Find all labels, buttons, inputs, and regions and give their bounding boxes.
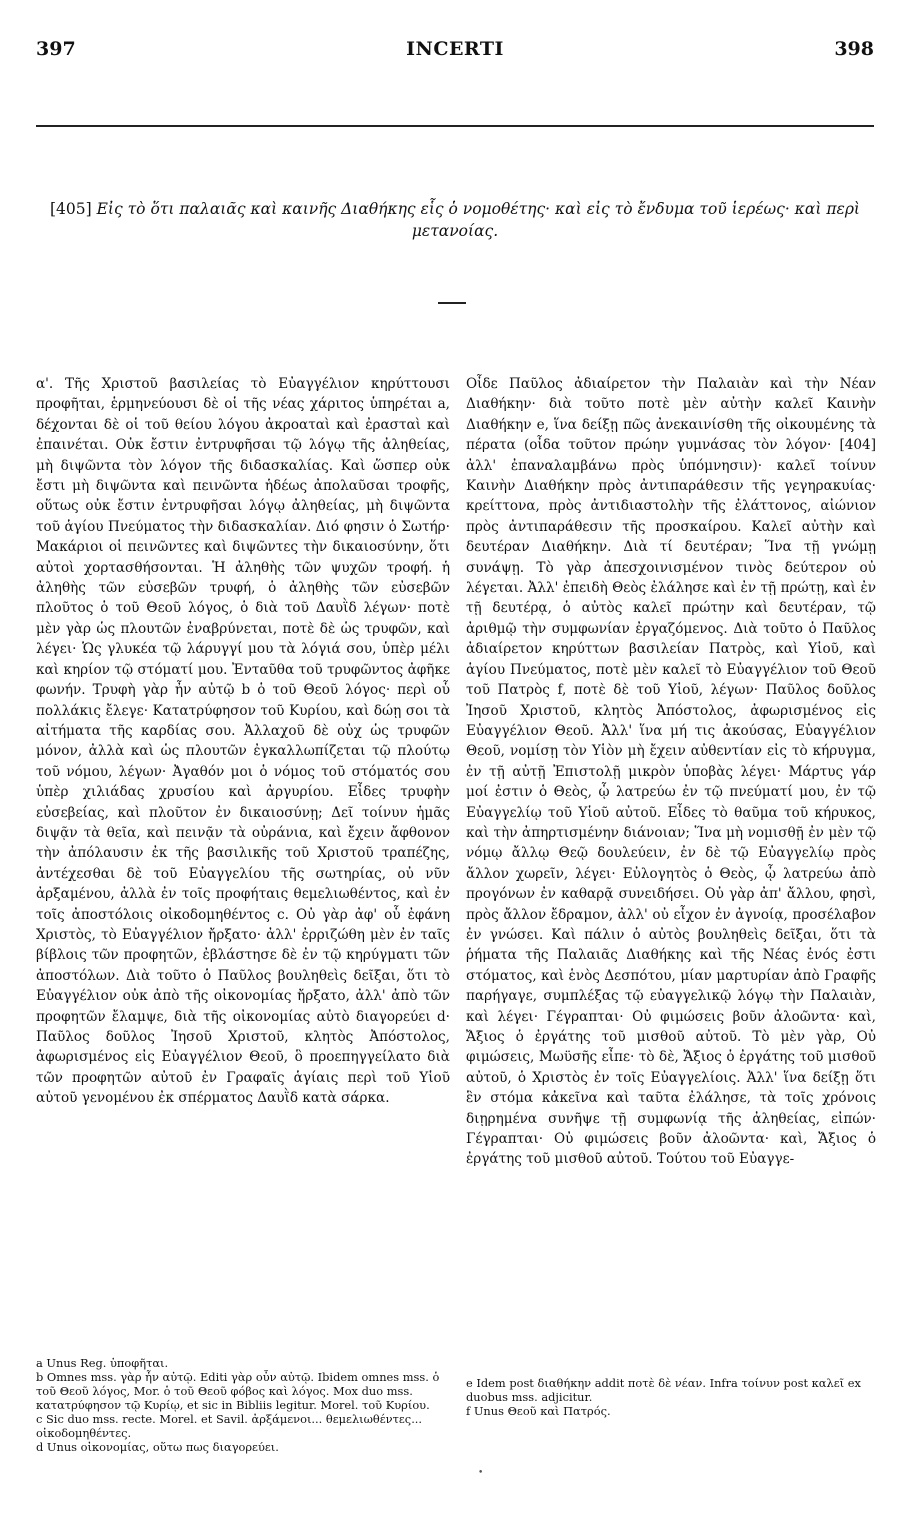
section-title: Εἰς τὸ ὅτι παλαιᾶς καὶ καινῆς Διαθήκης εἷς ὁ νομοθέτης· καὶ εἰς τὸ ἔνδυμα τοῦ ἱερέως· καὶ περὶ μετανοίας.: [96, 200, 861, 240]
footnote-b: b Omnes mss. γὰρ ἦν αὐτῷ. Editi γὰρ οὖν αὐτῷ. Ibidem omnes mss. ὁ τοῦ Θεοῦ λόγος, Mor. ὁ τοῦ Θεοῦ φόβος καὶ λόγος. Mox duo mss. κατατρύφησον τῷ Κυρίῳ, et sic in Bibliis legitur. Morel. τοῦ Κυρίου.: [36, 1370, 440, 1412]
footnotes-left: [36, 1356, 450, 1454]
footnote-e: e Idem post διαθήκην addit ποτὲ δὲ νέαν. Infra τοίνυν post καλεῖ ex duobus mss. adjicitur.: [466, 1376, 861, 1404]
footnote-c: c Sic duo mss. recte. Morel. et Savil. ἀρξάμενοι... θεμελιωθέντες... οἰκοδομηθέντες.: [36, 1412, 423, 1440]
section-divider: [438, 302, 466, 304]
page-number-right: 398: [834, 38, 874, 60]
left-column-text: α'. Τῆς Χριστοῦ βασιλείας τὸ Εὐαγγέλιον κηρύττουσι προφῆται, ἑρμηνεύουσι δὲ οἱ τῆς νέας χάριτος ὑπηρέται a, δέχονται δὲ οἱ τοῦ θείου λόγου ἀκροαταὶ καὶ ἐρασταὶ καὶ ἐπαινέται. Οὐκ ἔστιν ἐντρυφῆσαι τῷ λόγῳ τῆς ἀληθείας, μὴ διψῶντα τὸν λόγον τῆς διδασκαλίας. Καὶ ὥσπερ οὐκ ἔστι μὴ διψῶντα καὶ πεινῶντα ἡδέως ἀπολαῦσαι τροφῆς, οὕτως οὐκ ἔστιν ἐντρυφῆσαι λόγῳ ἀληθείας, μὴ διψῶντα τοῦ ἁγίου Πνεύματος τὴν διδασκαλίαν. Διό φησιν ὁ Σωτήρ· Μακάριοι οἱ πεινῶντες καὶ διψῶντες τὴν δικαιοσύνην, ὅτι αὐτοὶ χορτασθήσονται. Ἡ ἀληθὴς τῶν ψυχῶν τροφή. ἡ ἀληθὴς τῶν εὐσεβῶν τρυφή, ὁ ἀληθὴς τῶν εὐσεβῶν πλοῦτος ὁ τοῦ Θεοῦ λόγος, ὁ διὰ τοῦ Δαυῒδ λέγων· ποτὲ μὲν γὰρ ὡς πλουτῶν ἐναβρύνεται, ποτὲ δὲ ὡς τρυφῶν, καὶ λέγει· Ὡς γλυκέα τῷ λάρυγγί μου τὰ λόγιά σου, ὑπὲρ μέλι καὶ κηρίον τῷ στόματί μου. Ἐνταῦθα τοῦ τρυφῶντος ἀφῆκε φωνήν. Τρυφὴ γὰρ ἦν αὐτῷ b ὁ τοῦ Θεοῦ λόγος· περὶ οὗ πολλάκις ἔλεγε· Κατατρύφησον τοῦ Κυρίου, καὶ δώῃ σοι τὰ αἰτήματα τῆς καρδίας σου. Ἀλλαχοῦ δὲ οὐχ ὡς τρυφῶν μόνον, ἀλλὰ καὶ ὡς πλουτῶν ἐγκαλλωπίζεται τῷ πλούτῳ τοῦ νόμου, λέγων· Ἀγαθόν μοι ὁ νόμος τοῦ στόματός σου ὑπὲρ χιλιάδας χρυσίου καὶ ἀργυρίου. Εἶδες τρυφὴν εὐσεβείας, καὶ πλοῦτον ἐν δικαιοσύνῃ; Δεῖ τοίνυν ἡμᾶς διψᾷν τὰ θεῖα, καὶ πεινᾷν τὰ οὐράνια, καὶ ἔχειν ἄφθονον τὴν ἀπόλαυσιν ἐκ τῆς βασιλικῆς τοῦ Χριστοῦ τραπέζης, ἀντέχεσθαι δὲ τοῦ Εὐαγγελίου τῆς σωτηρίας, οὐ νῦν ἀρξαμένου, ἀλλὰ ἐν τοῖς προφήταις θεμελιωθέντος, καὶ ἐν τοῖς ἀποστόλοις οἰκοδομηθέντος c. Οὐ γὰρ ἀφ' οὗ ἐφάνη Χριστὸς, τὸ Εὐαγγέλιον ἤρξατο· ἀλλ' ἐρριζώθη μὲν ἐν ταῖς βίβλοις τῶν προφητῶν, ἐβλάστησε δὲ ἐν τῷ κηρύγματι τῶν ἀποστόλων. Διὰ τοῦτο ὁ Παῦλος βουληθεὶς δεῖξαι, ὅτι τὸ Εὐαγγέλιον οὐκ ἀπὸ τῆς οἰκονομίας ἤρξατο, ἀλλ' ἀπὸ τῶν προφητῶν ἔλαμψε, διὰ τῆς οἰκονομίας αὐτὸ διαγορεύει d· Παῦλος δοῦλος Ἰησοῦ Χριστοῦ, κλητὸς Ἀπόστολος, ἀφωρισμένος εἰς Εὐαγγέλιον Θεοῦ, ὃ προεπηγγείλατο διὰ τῶν προφητῶν αὐτοῦ ἐν Γραφαῖς ἁγίαις περὶ τοῦ Υἱοῦ αὐτοῦ γενομένου ἐκ σπέρματος Δαυῒδ κατὰ σάρκα.: [36, 376, 450, 1107]
page-speck: •: [478, 1468, 484, 1478]
left-column: [36, 374, 450, 1109]
section-number: [405]: [49, 200, 92, 218]
right-column: [466, 374, 876, 1170]
footnote-d: d Unus οἰκονομίας, οὕτω πως διαγορεύει.: [36, 1440, 279, 1454]
right-column-text: Οἶδε Παῦλος ἀδιαίρετον τὴν Παλαιὰν καὶ τὴν Νέαν Διαθήκην· διὰ τοῦτο ποτὲ μὲν αὐτὴν καλεῖ Καινὴν Διαθήκην e, ἵνα δείξῃ πῶς ἀνεκαινίσθη τῆς οἰκουμένης τὰ πέρατα (οἶδα τοῦτον πρώην γυμνάσας τὸν λόγον· [404] ἀλλ' ἐπαναλαμβάνω πρὸς ὑπόμνησιν)· καλεῖ τοίνυν Καινὴν Διαθήκην πρὸς ἀντιπαράθεσιν τῆς γεγηρακυίας· κρείττονα, πρὸς ἀντιδιαστολὴν τῆς ἐλάττονος, αἰώνιον πρὸς ἀντιπαράθεσιν τῆς προσκαίρου. Καλεῖ αὐτὴν καὶ δευτέραν Διαθήκην. Διὰ τί δευτέραν; Ἵνα τῇ γνώμῃ συνάψῃ. Τὸ γὰρ ἀπεσχοινισμένον τινὸς δεύτερον οὐ λέγεται. Ἀλλ' ἐπειδὴ Θεὸς ἐλάλησε καὶ ἐν τῇ πρώτῃ, καὶ ἐν τῇ δευτέρᾳ, ὁ αὐτὸς καλεῖ πρώτην καὶ δευτέραν, τῷ ἀριθμῷ τὴν συμφωνίαν ἐργαζόμενος. Διὰ τοῦτο ὁ Παῦλος ἀδιαίρετον κηρύττων βασιλείαν Πατρὸς, καὶ Υἱοῦ, καὶ ἁγίου Πνεύματος, ποτὲ μὲν καλεῖ τὸ Εὐαγγέλιον τοῦ Θεοῦ τοῦ Πατρὸς f, ποτὲ δὲ τοῦ Υἱοῦ, λέγων· Παῦλος δοῦλος Ἰησοῦ Χριστοῦ, κλητὸς Ἀπόστολος, ἀφωρισμένος εἰς Εὐαγγέλιον Θεοῦ. Ἀλλ' ἵνα μή τις ἀκούσας, Εὐαγγέλιον Θεοῦ, νομίσῃ τὸν Υἱὸν μὴ ἔχειν αὐθεντίαν εἰς τὸ κήρυγμα, ἐν τῇ αὐτῇ Ἐπιστολῇ μικρὸν ὑποβὰς λέγει· Μάρτυς γάρ μοί ἐστιν ὁ Θεὸς, ᾧ λατρεύω ἐν τῷ πνεύματί μου, ἐν τῷ Εὐαγγελίῳ τοῦ Υἱοῦ αὐτοῦ. Εἶδες τὸ θαῦμα τοῦ κήρυκος, καὶ τὴν ἀπηρτισμένην διάνοιαν; Ἵνα μὴ νομισθῇ ἐν μὲν τῷ νόμῳ ἄλλῳ Θεῷ δουλεύειν, ἐν δὲ τῷ Εὐαγγελίῳ πρὸς ἄλλον χωρεῖν, λέγει· Εὐλογητὸς ὁ Θεὸς, ᾧ λατρεύω ἀπὸ προγόνων ἐν καθαρᾷ συνειδήσει. Οὐ γὰρ ἀπ' ἄλλου, φησὶ, πρὸς ἄλλον ἔδραμον, ἀλλ' οὐ εἶχον ἐν ἀγνοίᾳ, προσέλαβον ἐν γνώσει. Καὶ πάλιν ὁ αὐτὸς βουληθεὶς δεῖξαι, ὅτι τὰ ῥήματα τῆς Παλαιᾶς Διαθήκης καὶ τῆς Νέας ἑνός ἐστι στόματος, καὶ ἑνὸς Δεσπότου, μίαν μαρτυρίαν ἀπὸ Γραφῆς παρήγαγε, συμπλέξας τῷ εὐαγγελικῷ λόγῳ τὴν Παλαιὰν, καὶ λέγει· Γέγραπται· Οὐ φιμώσεις βοῦν ἀλοῶντα· καὶ, Ἄξιος ὁ ἐργάτης τοῦ μισθοῦ αὐτοῦ. Τὸ μὲν γὰρ, Οὐ φιμώσεις, Μωϋσῆς εἶπε· τὸ δὲ, Ἄξιος ὁ ἐργάτης τοῦ μισθοῦ αὐτοῦ, ὁ Χριστὸς ἐν τοῖς Εὐαγγελίοις. Ἀλλ' ἵνα δείξῃ ὅτι ἓν στόμα κἀκεῖνα καὶ ταῦτα ἐλάλησε, τὰ τοῖς χρόνοις διῃρημένα συνῆψε τῇ συμφωνίᾳ τῆς ἀληθείας, εἰπών· Γέγραπται· Οὐ φιμώσεις βοῦν ἀλοῶντα· καὶ, Ἄξιος ὁ ἐργάτης τοῦ μισθοῦ αὐτοῦ. Τούτου τοῦ Εὐαγγε-: [466, 376, 876, 1168]
section-heading: [36, 198, 874, 242]
header-rule: [36, 125, 874, 127]
running-header: [36, 38, 874, 66]
running-title: INCERTI: [406, 38, 504, 60]
page-number-left: 397: [36, 38, 76, 60]
footnotes-right: [466, 1376, 876, 1418]
footnote-f: f Unus Θεοῦ καὶ Πατρός.: [466, 1404, 611, 1418]
footnote-a: a Unus Reg. ὑποφῆται.: [36, 1356, 169, 1370]
